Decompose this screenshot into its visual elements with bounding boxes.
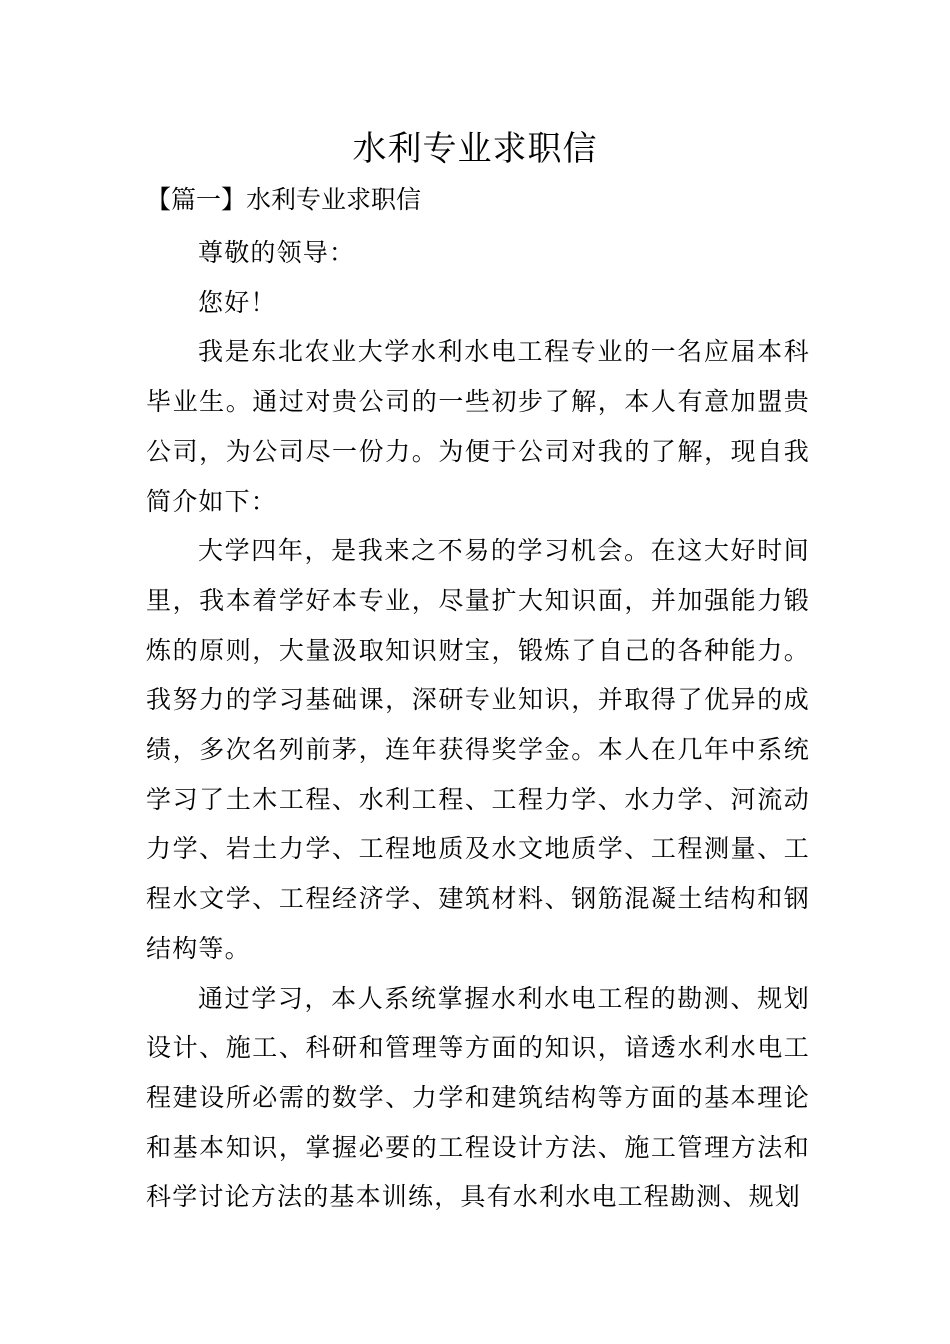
- salutation: 尊敬的领导：: [198, 238, 356, 267]
- paragraph-study: 大学四年，是我来之不易的学习机会。在这大好时间里，我本着学好本专业，尽量扩大知识面，并加强能力锻炼的原则，大量汲取知识财宝，锻炼了自己的各种能力。我努力的学习基础课，深研专业知识，并取得了优异的成绩，多次名列前茅，连年获得奖学金。本人在几年中系统学习了土木工程、水利工程、工程力学、水力学、河流动力学、岩土力学、工程地质及水文地质学、工程测量、工程水文学、工程经济学、建筑材料、钢筋混凝土结构和钢结构等。: [146, 536, 810, 963]
- greeting: 您好！: [198, 287, 277, 317]
- document-title: 水利专业求职信: [352, 129, 598, 169]
- document-body: [146, 228, 810, 1222]
- paragraph-introduction: 我是东北农业大学水利水电工程专业的一名应届本科毕业生。通过对贵公司的一些初步了解，本人有意加盟贵公司，为公司尽一份力。为便于公司对我的了解，现自我简介如下：: [146, 337, 810, 516]
- section-heading: 【篇一】水利专业求职信: [146, 185, 422, 214]
- paragraph-skills: 通过学习，本人系统掌握水利水电工程的勘测、规划设计、施工、科研和管理等方面的知识，谙透水利水电工程建设所必需的数学、力学和建筑结构等方面的基本理论和基本知识，掌握必要的工程设计方法、施工管理方法和科学讨论方法的基本训练，具有水利水电工程勘测、规划: [146, 983, 810, 1212]
